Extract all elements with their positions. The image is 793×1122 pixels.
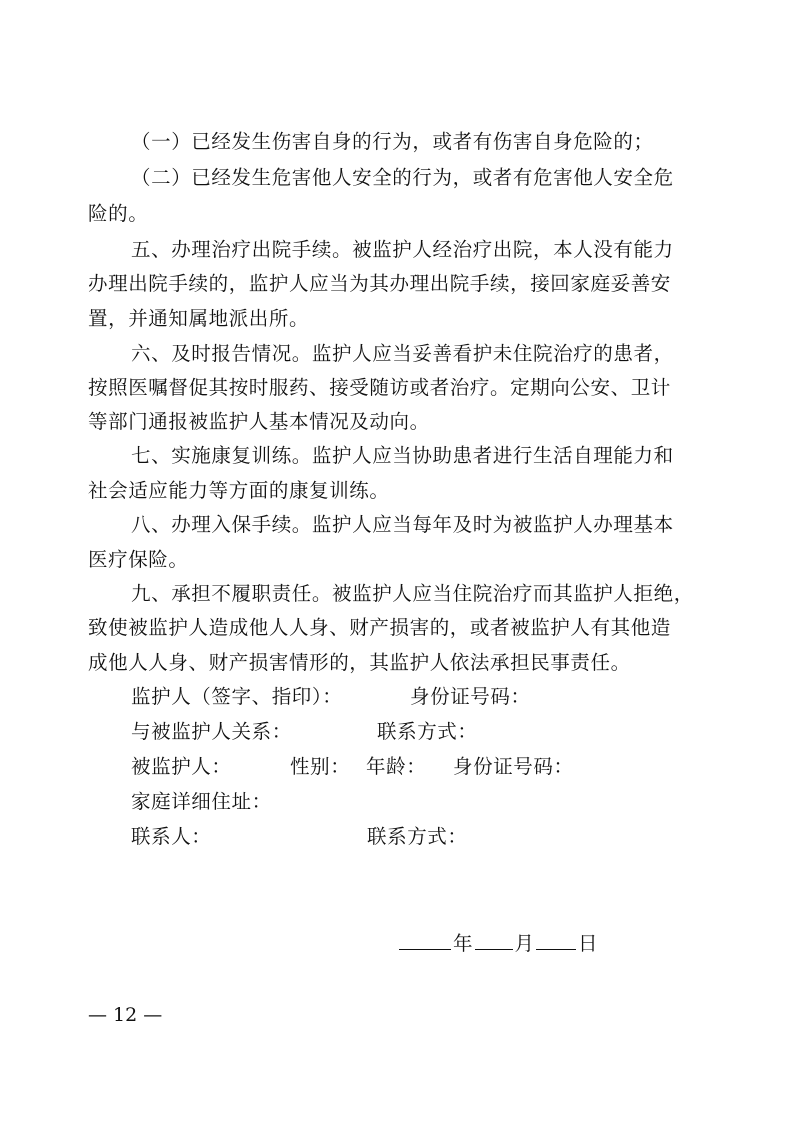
year-blank	[399, 927, 451, 950]
day-blank	[536, 927, 576, 950]
paragraph-line: 七、实施康复训练。监护人应当协助患者进行生活自理能力和	[131, 444, 674, 467]
paragraph-line: 成他人人身、财产损害情形的，其监护人依法承担民事责任。	[88, 651, 631, 674]
paragraph-line: （二）已经发生危害他人安全的行为，或者有危害他人安全危	[131, 166, 674, 189]
paragraph-line: （一）已经发生伤害自身的行为，或者有伤害自身危险的；	[131, 130, 654, 153]
page-number: — 12 —	[88, 1004, 163, 1026]
year-label: 年	[453, 932, 473, 955]
guardian-id-label: 身份证号码：	[410, 685, 531, 708]
paragraph-line: 办理出院手续的，监护人应当为其办理出院手续，接回家庭妥善安	[88, 272, 671, 295]
age-label: 年龄：	[366, 755, 427, 778]
month-label: 月	[514, 932, 535, 955]
paragraph-line: 按照医嘱督促其按时服药、接受随访或者治疗。定期向公安、卫计	[88, 376, 671, 399]
contact-method-label: 联系方式：	[367, 825, 468, 848]
relation-label: 与被监护人关系：	[131, 720, 292, 743]
gender-label: 性别：	[290, 755, 351, 778]
paragraph-line: 九、承担不履职责任。被监护人应当住院治疗而其监护人拒绝，	[131, 582, 694, 605]
paragraph-line: 置，并通知属地派出所。	[88, 307, 310, 330]
ward-label: 被监护人：	[131, 755, 232, 778]
paragraph-line: 八、办理入保手续。监护人应当每年及时为被监护人办理基本	[131, 513, 674, 536]
date-line	[397, 927, 598, 958]
paragraph-line: 险的。	[88, 202, 149, 225]
month-blank	[475, 927, 513, 950]
paragraph-line: 医疗保险。	[88, 548, 189, 571]
address-label: 家庭详细住址：	[131, 790, 272, 813]
guardian-contact-label: 联系方式：	[377, 720, 478, 743]
paragraph-line: 社会适应能力等方面的康复训练。	[88, 479, 390, 502]
paragraph-line: 五、办理治疗出院手续。被监护人经治疗出院，本人没有能力	[131, 238, 674, 261]
day-label: 日	[578, 932, 598, 955]
paragraph-line: 六、及时报告情况。监护人应当妥善看护未住院治疗的患者，	[131, 342, 674, 365]
guardian-sign-label: 监护人（签字、指印）：	[131, 685, 343, 708]
paragraph-line: 致使被监护人造成他人人身、财产损害的，或者被监护人有其他造	[88, 616, 671, 639]
contact-person-label: 联系人：	[131, 825, 212, 848]
paragraph-line: 等部门通报被监护人基本情况及动向。	[88, 410, 430, 433]
ward-id-label: 身份证号码：	[453, 755, 574, 778]
